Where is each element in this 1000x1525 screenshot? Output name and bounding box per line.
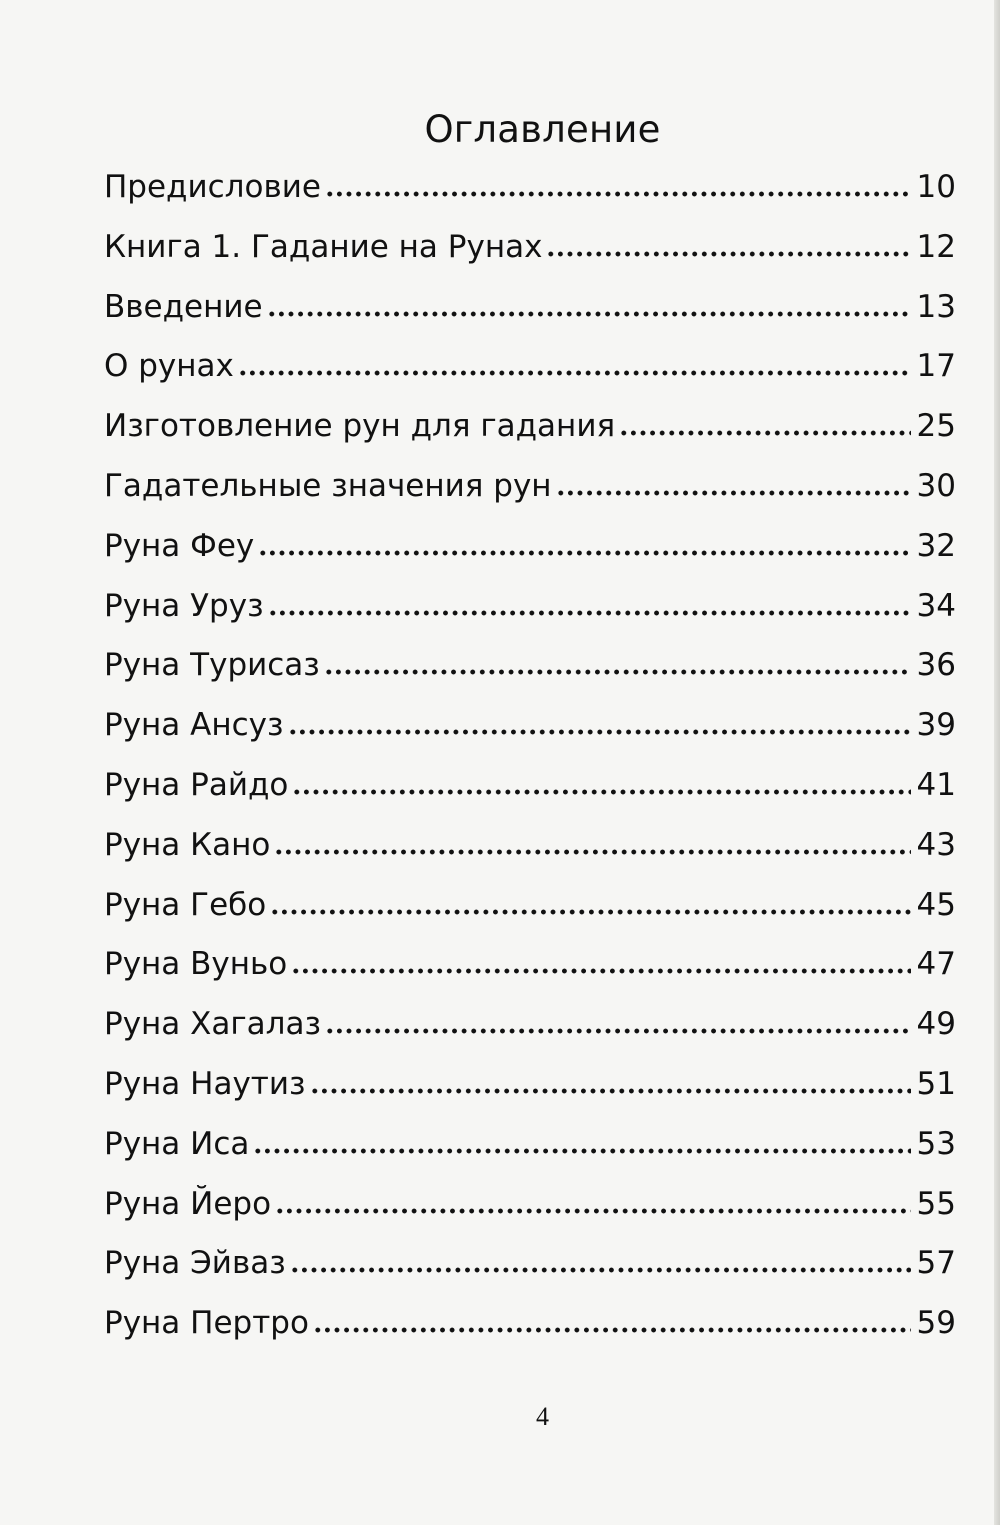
dot-leader [325, 190, 911, 198]
toc-entry[interactable] [104, 278, 956, 338]
toc-entry-page-number: 32 [916, 527, 956, 564]
toc-entry-page-number: 30 [916, 467, 956, 504]
dot-leader [291, 967, 910, 975]
toc-entry[interactable] [104, 995, 956, 1055]
toc-entry[interactable] [104, 577, 956, 637]
toc-entry[interactable] [104, 337, 956, 397]
toc-entry-page-number: 39 [916, 707, 956, 744]
toc-entry-label: Изготовление рун для гадания [104, 408, 616, 445]
toc-entry-label: Руна Йеро [104, 1185, 272, 1222]
toc-entry-label: Гадательные значения рун [104, 467, 552, 504]
toc-entry-label: Руна Турисаз [104, 647, 320, 684]
dot-leader [258, 549, 910, 557]
toc-entry-label: Руна Наутиз [104, 1065, 306, 1102]
toc-entry-page-number: 51 [916, 1065, 956, 1102]
toc-entry-page-number: 12 [916, 228, 956, 265]
dot-leader [253, 1147, 910, 1155]
toc-entry[interactable] [104, 517, 956, 577]
toc-entry-page-number: 25 [916, 408, 956, 445]
toc-entry-label: Руна Феу [104, 527, 255, 564]
toc-entry-page-number: 10 [916, 169, 956, 205]
dot-leader [288, 728, 911, 736]
toc-title: Оглавление [424, 108, 661, 151]
toc-entry[interactable] [104, 816, 956, 876]
toc-entry-page-number: 43 [916, 826, 956, 863]
toc-entry[interactable] [104, 756, 956, 816]
toc-entry-label: Введение [104, 288, 263, 325]
dot-leader [619, 429, 910, 437]
dot-leader [275, 1207, 910, 1215]
toc-entry-label: Руна Хагалаз [104, 1006, 321, 1043]
toc-entry-label: Руна Гебо [104, 886, 267, 923]
toc-entry-label: Предисловие [104, 169, 321, 205]
toc-entry[interactable] [104, 1115, 956, 1175]
page-edge [994, 0, 1000, 1525]
toc-entry-page-number: 49 [916, 1006, 956, 1043]
dot-leader [310, 1087, 911, 1095]
toc-entry-page-number: 36 [916, 647, 956, 684]
toc-entry-page-number: 34 [916, 587, 956, 624]
toc-entry[interactable] [104, 457, 956, 517]
toc-entry[interactable] [104, 696, 956, 756]
dot-leader [267, 310, 911, 318]
dot-leader [274, 848, 910, 856]
dot-leader [268, 609, 911, 617]
toc-entry-label: Руна Уруз [104, 587, 264, 624]
toc-entry-page-number: 55 [916, 1185, 956, 1222]
dot-leader [546, 250, 910, 258]
toc-entry-label: Руна Вуньо [104, 946, 288, 983]
toc-entry-page-number: 17 [916, 348, 956, 385]
dot-leader [325, 1027, 911, 1035]
toc-entry[interactable] [104, 1055, 956, 1115]
toc-entry-page-number: 53 [916, 1125, 956, 1162]
toc-entry-label: Руна Эйваз [104, 1245, 286, 1282]
toc-entry-label: Руна Пертро [104, 1305, 309, 1342]
dot-leader [292, 788, 910, 796]
toc-entry-label: Книга 1. Гадание на Рунах [104, 228, 543, 265]
toc-entry-label: Руна Ансуз [104, 707, 284, 744]
toc-entry[interactable] [104, 218, 956, 278]
dot-leader [556, 489, 911, 497]
dot-leader [324, 668, 911, 676]
toc-entry[interactable] [104, 397, 956, 457]
toc-entry-label: Руна Райдо [104, 766, 289, 803]
dot-leader [270, 908, 910, 916]
toc-entry-label: Руна Иса [104, 1125, 250, 1162]
page-number: 4 [536, 1402, 549, 1431]
toc-entry[interactable] [104, 1234, 956, 1294]
toc-entry[interactable] [104, 935, 956, 995]
toc-entry-page-number: 41 [916, 766, 956, 803]
dot-leader [238, 369, 911, 377]
toc-entry-page-number: 59 [916, 1305, 956, 1342]
table-of-contents [104, 158, 956, 1354]
toc-entry-label: Руна Кано [104, 826, 271, 863]
toc-entry[interactable] [104, 1175, 956, 1235]
dot-leader [313, 1326, 911, 1334]
toc-entry-label: О рунах [104, 348, 234, 385]
toc-entry-page-number: 57 [916, 1245, 956, 1282]
toc-entry[interactable] [104, 876, 956, 936]
toc-entry[interactable] [104, 1294, 956, 1354]
toc-entry[interactable] [104, 158, 956, 218]
toc-entry[interactable] [104, 636, 956, 696]
toc-entry-page-number: 45 [916, 886, 956, 923]
toc-entry-page-number: 47 [916, 946, 956, 983]
toc-entry-page-number: 13 [916, 288, 956, 325]
dot-leader [290, 1266, 911, 1274]
